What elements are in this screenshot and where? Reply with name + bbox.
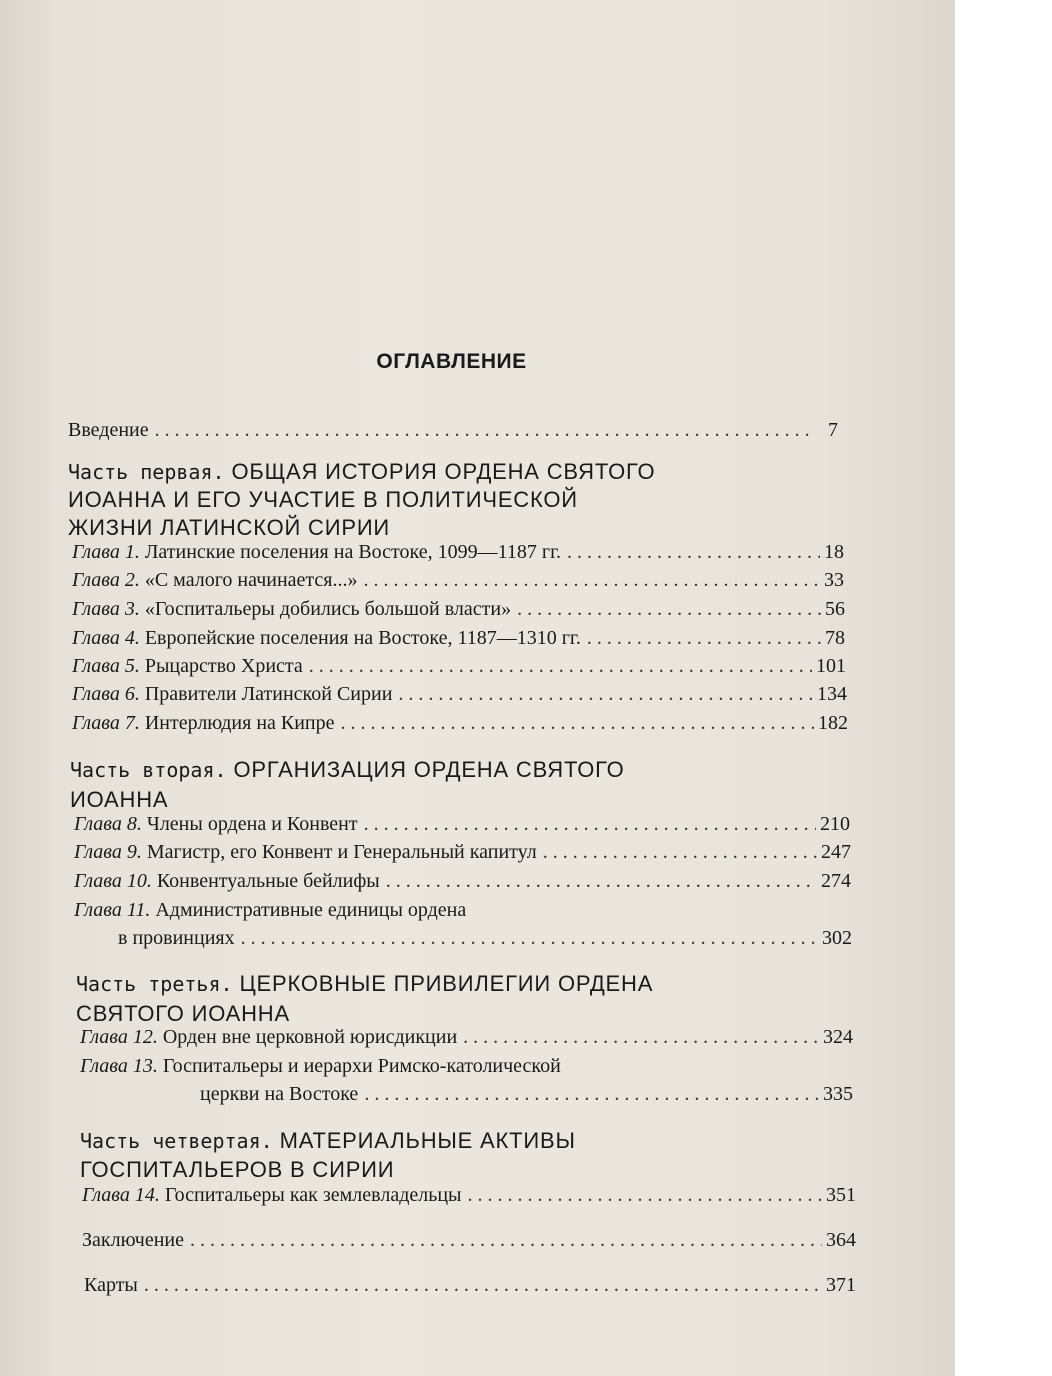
- part-label: Часть третья.: [76, 972, 233, 996]
- page-number: 274: [821, 870, 851, 892]
- dot-leader: [517, 597, 821, 621]
- dot-leader: [309, 654, 812, 678]
- chapter-title-continued: в провинциях: [118, 927, 235, 949]
- entry-label: Карты: [84, 1274, 138, 1296]
- entry-label: Введение: [68, 419, 149, 441]
- part-heading-1-line-2: ИОАННА И ЕГО УЧАСТИЕ В ПОЛИТИЧЕСКОЙ: [68, 487, 578, 512]
- chapter-title: Рыцарство Христа: [144, 655, 303, 677]
- toc-entry-maps[interactable]: [84, 1273, 856, 1297]
- toc-entry-chapter-11[interactable]: [118, 926, 852, 950]
- chapter-number: Глава 7.: [72, 712, 140, 734]
- part-label: Часть вторая.: [70, 758, 227, 782]
- part-heading-3-line-2: СВЯТОГО ИОАННА: [76, 1001, 290, 1026]
- part-title-line: ОРГАНИЗАЦИЯ ОРДЕНА СВЯТОГО: [233, 757, 625, 782]
- dot-leader: [386, 869, 817, 893]
- part-heading-3: [76, 970, 653, 998]
- chapter-title: Магистр, его Конвент и Генеральный капитул: [146, 841, 537, 863]
- toc-entry-chapter-8[interactable]: [74, 812, 850, 836]
- page-number: 182: [818, 712, 848, 734]
- toc-entry-chapter-7[interactable]: [72, 711, 848, 735]
- toc-entry-chapter-12[interactable]: [80, 1025, 853, 1049]
- part-heading-1-line-3: ЖИЗНИ ЛАТИНСКОЙ СИРИИ: [68, 515, 391, 540]
- toc-entry-chapter-4[interactable]: [72, 626, 845, 650]
- toc-entry-chapter-2[interactable]: [72, 568, 844, 592]
- dot-leader: [341, 711, 814, 735]
- page-number: 371: [826, 1274, 856, 1296]
- chapter-number: Глава 6.: [72, 683, 140, 705]
- dot-leader: [155, 418, 814, 442]
- page-number: 18: [824, 541, 844, 563]
- toc-entry-chapter-13[interactable]: [200, 1082, 853, 1106]
- page-number: 210: [820, 813, 850, 835]
- chapter-title: Европейские поселения на Востоке, 1187—1310 гг.: [144, 627, 581, 649]
- chapter-title: Члены ордена и Конвент: [146, 813, 358, 835]
- part-label: Часть первая.: [68, 460, 225, 484]
- page-number: 33: [824, 569, 844, 591]
- entry-label: Заключение: [82, 1229, 184, 1251]
- dot-leader: [144, 1273, 822, 1297]
- chapter-number: Глава 5.: [72, 655, 140, 677]
- page-number: 247: [821, 841, 851, 863]
- dot-leader: [398, 682, 813, 706]
- chapter-number: Глава 8.: [74, 813, 142, 835]
- part-heading-2: [70, 756, 625, 784]
- page-number: 101: [816, 655, 846, 677]
- page-number: 364: [826, 1229, 856, 1251]
- part-label: Часть четвертая.: [80, 1129, 273, 1153]
- dot-leader: [463, 1025, 819, 1049]
- page-title: ОГЛАВЛЕНИЕ: [376, 350, 527, 373]
- page-number: 56: [825, 598, 845, 620]
- part-heading-1: [68, 458, 655, 486]
- page-number: 324: [823, 1026, 853, 1048]
- chapter-title-continued: церкви на Востоке: [200, 1083, 359, 1105]
- part-heading-2-line-2: ИОАННА: [70, 787, 169, 812]
- chapter-title: Орден вне церковной юрисдикции: [162, 1026, 458, 1048]
- chapter-number: Глава 14.: [82, 1184, 160, 1206]
- page-number: 335: [823, 1083, 853, 1105]
- toc-entry-chapter-10[interactable]: [74, 869, 851, 893]
- dot-leader: [543, 840, 817, 864]
- page-number: 302: [822, 927, 852, 949]
- chapter-title: «С малого начинается...»: [144, 569, 358, 591]
- page-number: 7: [828, 419, 838, 441]
- toc-entry-chapter-3[interactable]: [72, 597, 845, 621]
- dot-leader: [364, 1082, 819, 1106]
- part-heading-4-line-2: ГОСПИТАЛЬЕРОВ В СИРИИ: [80, 1157, 395, 1182]
- chapter-title: Латинские поселения на Востоке, 1099—1187 гг.: [144, 541, 562, 563]
- page-number: 78: [825, 627, 845, 649]
- chapter-title: Госпитальеры как землевладельцы: [164, 1184, 462, 1206]
- chapter-title: Правители Латинской Сирии: [144, 683, 393, 705]
- chapter-number: Глава 4.: [72, 627, 140, 649]
- toc-entry-chapter-1[interactable]: [72, 540, 844, 564]
- dot-leader: [364, 812, 816, 836]
- toc-entry-conclusion[interactable]: [82, 1228, 856, 1252]
- chapter-title: «Госпитальеры добились большой власти»: [144, 598, 512, 620]
- dot-leader: [190, 1228, 822, 1252]
- chapter-number: Глава 1.: [72, 541, 140, 563]
- part-heading-4: [80, 1127, 576, 1155]
- page-number: 134: [817, 683, 847, 705]
- chapter-title: Конвентуальные бейлифы: [156, 870, 380, 892]
- chapter-title: Интерлюдия на Кипре: [144, 712, 335, 734]
- toc-entry-intro[interactable]: [68, 418, 838, 442]
- dot-leader: [587, 626, 821, 650]
- dot-leader: [363, 568, 820, 592]
- chapter-number: Глава 11.: [74, 899, 151, 921]
- part-title-line: ЦЕРКОВНЫЕ ПРИВИЛЕГИИ ОРДЕНА: [239, 971, 654, 996]
- toc-entry-chapter-11-line-1[interactable]: [74, 898, 466, 922]
- chapter-number: Глава 13.: [80, 1055, 158, 1077]
- chapter-number: Глава 10.: [74, 870, 152, 892]
- dot-leader: [567, 540, 820, 564]
- part-title-line: МАТЕРИАЛЬНЫЕ АКТИВЫ: [279, 1128, 576, 1153]
- dot-leader: [241, 926, 818, 950]
- part-title-line: ОБЩАЯ ИСТОРИЯ ОРДЕНА СВЯТОГО: [231, 459, 656, 484]
- dot-leader: [468, 1183, 823, 1207]
- toc-entry-chapter-9[interactable]: [74, 840, 851, 864]
- chapter-number: Глава 12.: [80, 1026, 158, 1048]
- chapter-number: Глава 9.: [74, 841, 142, 863]
- toc-entry-chapter-14[interactable]: [82, 1183, 856, 1207]
- toc-entry-chapter-6[interactable]: [72, 682, 847, 706]
- chapter-title: Административные единицы ордена: [155, 899, 467, 921]
- toc-entry-chapter-13-line-1[interactable]: [80, 1054, 561, 1078]
- chapter-title: Госпитальеры и иерархи Римско-католической: [162, 1055, 561, 1077]
- page-number: 351: [826, 1184, 856, 1206]
- chapter-number: Глава 3.: [72, 598, 140, 620]
- toc-entry-chapter-5[interactable]: [72, 654, 846, 678]
- chapter-number: Глава 2.: [72, 569, 140, 591]
